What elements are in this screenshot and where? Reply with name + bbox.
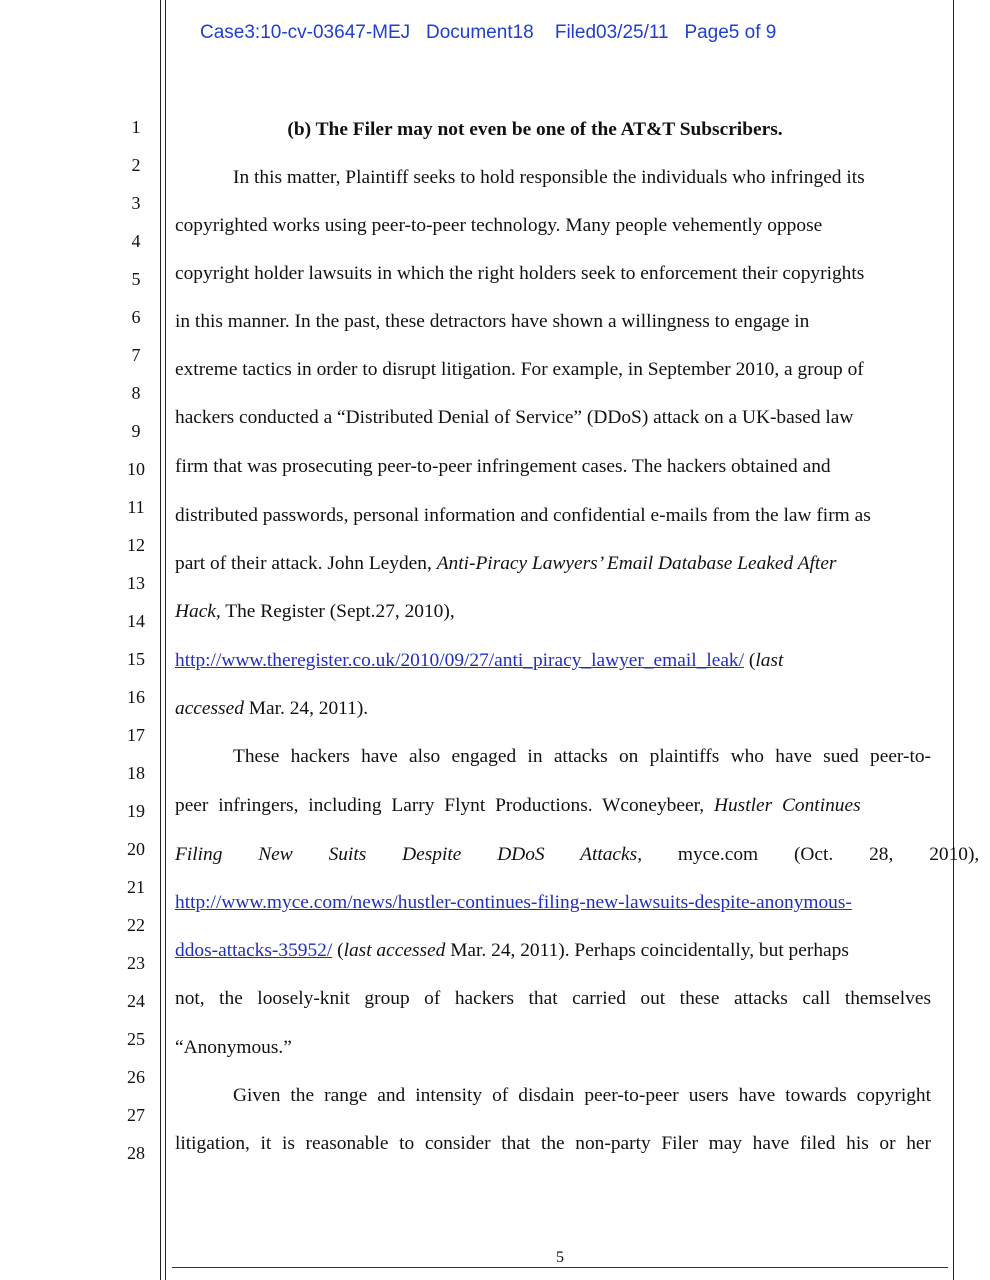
text-span: The Register (Sept.27, 2010), [220,601,455,622]
line-number: 3 [131,193,141,213]
page-indicator: Page5 of 9 [684,22,777,43]
text-line: litigation, it is reasonable to consider that the non-party Filer may have filed his or her [175,1133,931,1154]
text-line: “Anonymous.” [175,1037,292,1058]
text-span: Mar. 24, 2011). Perhaps coincidentally, but perhaps [445,940,849,961]
text-line: Given the range and intensity of disdain peer-to-peer users have towards copyright [233,1085,931,1106]
line-number: 19 [127,801,145,821]
footer-rule [172,1267,948,1268]
line-number: 18 [127,763,145,783]
text-span: last accessed [343,940,446,961]
line-number: 11 [127,497,145,517]
text-line [175,552,931,576]
text-span: accessed [175,698,244,719]
text-line [175,891,931,915]
line-number: 23 [127,953,145,973]
text-line: hackers conducted a “Distributed Denial of Service” (DDoS) attack on a UK-based law [175,407,854,428]
line-number: 5 [131,269,141,289]
text-span: , mycе.com (Oct. 28, 2010), [637,844,980,865]
line-number: 6 [131,307,141,327]
text-line [175,794,931,818]
text-line: copyrighted works using peer-to-peer technology. Many people vehemently oppose [175,215,823,236]
text-span: ( [332,940,344,961]
text-line [175,649,931,673]
text-span: peer infringers, including Larry Flynt Productions. Wconeybeer, [175,795,714,816]
text-span: Mar. 24, 2011). [243,698,369,719]
text-line: These hackers have also engaged in attacks on plaintiffs who have sued peer-to- [233,746,931,767]
text-line [175,843,980,867]
text-line: not, the loosely-knit group of hackers that carried out these attacks call themselves [175,988,931,1009]
line-number: 10 [127,459,145,479]
line-number: 24 [127,991,145,1011]
text-line: in this manner. In the past, these detractors have shown a willingness to engage in [175,311,810,332]
citation-title: Anti-Piracy Lawyers’ Email Database Leaked After [436,553,837,574]
line-number: 27 [127,1105,145,1125]
line-number: 12 [127,535,145,555]
line-number: 28 [127,1143,145,1163]
line-number: 7 [131,345,141,365]
line-number: 13 [127,573,145,593]
line-number: 9 [131,421,141,441]
line-number: 14 [127,611,145,631]
text-line [175,600,931,624]
line-number: 21 [127,877,145,897]
text-line [175,939,931,963]
register-link[interactable]: http://www.theregister.co.uk/2010/09/27/anti_piracy_lawyer_email_leak/ [175,650,745,671]
line-number: 22 [127,915,145,935]
text-line [175,697,931,721]
citation-title: Hack, [175,601,221,622]
text-line: In this matter, Plaintiff seeks to hold responsible the individuals who infringed its [233,167,865,188]
left-margin-rule-2 [165,0,166,1280]
text-span: last [755,650,784,671]
myce-link[interactable]: http://www.myce.com/news/hustler-continues-filing-new-lawsuits-despite-anonymous- [175,892,852,913]
myce-link-continued[interactable]: ddos-attacks-35952/ [175,940,333,961]
left-margin-rule-1 [160,0,161,1280]
citation-title: Filing New Suits Despite DDoS Attacks [175,844,638,865]
line-number: 8 [131,383,141,403]
line-number: 26 [127,1067,145,1087]
document-number: Document18 [426,22,534,43]
page-number: 5 [556,1249,564,1266]
citation-title: Hustler Continues [713,795,861,816]
case-header [200,22,776,44]
text-line: copyright holder lawsuits in which the right holders seek to enforcement their copyrights [175,263,865,284]
line-number: 2 [131,155,141,175]
line-number: 20 [127,839,145,859]
text-span: part of their attack. John Leyden, [175,553,437,574]
text-line: extreme tactics in order to disrupt litigation. For example, in September 2010, a group of [175,359,864,380]
line-number: 1 [131,117,141,137]
text-line: distributed passwords, personal information and confidential e-mails from the law firm as [175,505,871,526]
text-span: ( [744,650,756,671]
line-number: 25 [127,1029,145,1049]
case-number: Case3:10-cv-03647-MEJ [200,22,411,43]
right-margin-rule [953,0,954,1280]
line-number: 16 [127,687,145,707]
filed-date: Filed03/25/11 [554,22,669,43]
section-heading: (b) The Filer may not even be one of the AT&T Subscribers. [287,119,783,140]
text-line: firm that was prosecuting peer-to-peer infringement cases. The hackers obtained and [175,456,831,477]
line-number: 17 [127,725,145,745]
line-number: 15 [127,649,145,669]
line-number: 4 [131,231,141,251]
